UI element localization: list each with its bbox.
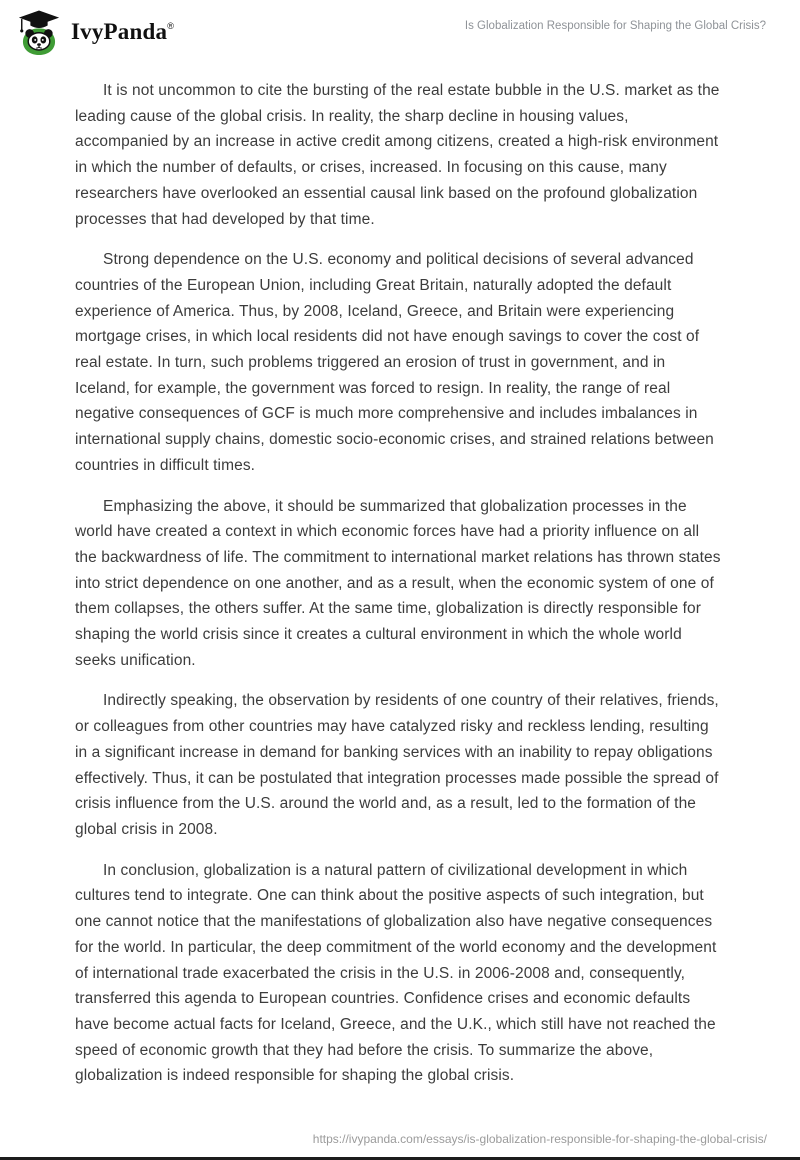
ivypanda-logo-icon (16, 8, 62, 56)
paragraph-1: It is not uncommon to cite the bursting of the real estate bubble in the U.S. market as the leading cause of the global crisis. In reality, the sharp decline in housing values, accompanied by an increase in active credit among citizens, created a high-risk environment in which the number of defaults, or crises, increased. In focusing on this cause, many researchers have overlooked an essential causal link based on the profound globalization processes that had developed by that time. (75, 82, 720, 228)
paragraph-2: Strong dependence on the U.S. economy and political decisions of several advanced countries of the European Union, including Great Britain, naturally adopted the default experience of America. Thus, by 2008, Iceland, Greece, and Britain were experiencing mortgage crises, in which local residents did not have enough savings to cover the cost of real estate. In turn, such problems triggered an erosion of trust in government, and in Iceland, for example, the government was forced to resign. In reality, the range of real negative consequences of GCF is much more comprehensive and includes imbalances in international supply chains, domestic socio-economic crises, and strained relations between countries in difficult times. (75, 251, 714, 474)
essay-body (0, 56, 800, 1089)
paragraph-5: In conclusion, globalization is a natural pattern of civilizational development in which cultures tend to integrate. One can think about the positive aspects of such integration, but one cannot notice that the manifestations of globalization also have negative consequences for the world. In particular, the deep commitment of the world economy and the development of international trade exacerbated the crisis in the U.S. in 2006-2008 and, consequently, transferred this agenda to European countries. Confidence crises and economic defaults have become actual facts for Iceland, Greece, and the U.K., which still have not reached the speed of economic growth that they had before the crisis. To summarize the above, globalization is indeed responsible for shaping the global crisis. (75, 861, 717, 1085)
brand[interactable] (16, 8, 174, 56)
paragraph-4: Indirectly speaking, the observation by residents of one country of their relatives, friends, or colleagues from other countries may have catalyzed risky and reckless lending, resulting in a significant increase in demand for banking services with an inability to repay obligations effectively. Thus, it can be postulated that integration processes made possible the spread of crisis influence from the U.S. around the world and, as a result, led to the formation of the global crisis in 2008. (75, 692, 719, 838)
brand-name: IvyPanda (71, 19, 168, 44)
document-title: Is Globalization Responsible for Shaping the Global Crisis? (464, 20, 766, 32)
header (0, 0, 800, 56)
source-url[interactable]: https://ivypanda.com/essays/is-globalization-responsible-for-shaping-the-global-crisis/ (312, 1132, 767, 1146)
registered-mark: ® (167, 21, 174, 31)
paragraph-3: Emphasizing the above, it should be summarized that globalization processes in the world have created a context in which economic forces have had a priority influence on all the backwardness of life. The commitment to international market relations has thrown states into strict dependence on one another, and as a result, when the economic system of one of them collapses, the others suffer. At the same time, globalization is directly responsible for shaping the world crisis since it creates a cultural environment in which the whole world seeks unification. (75, 497, 721, 669)
